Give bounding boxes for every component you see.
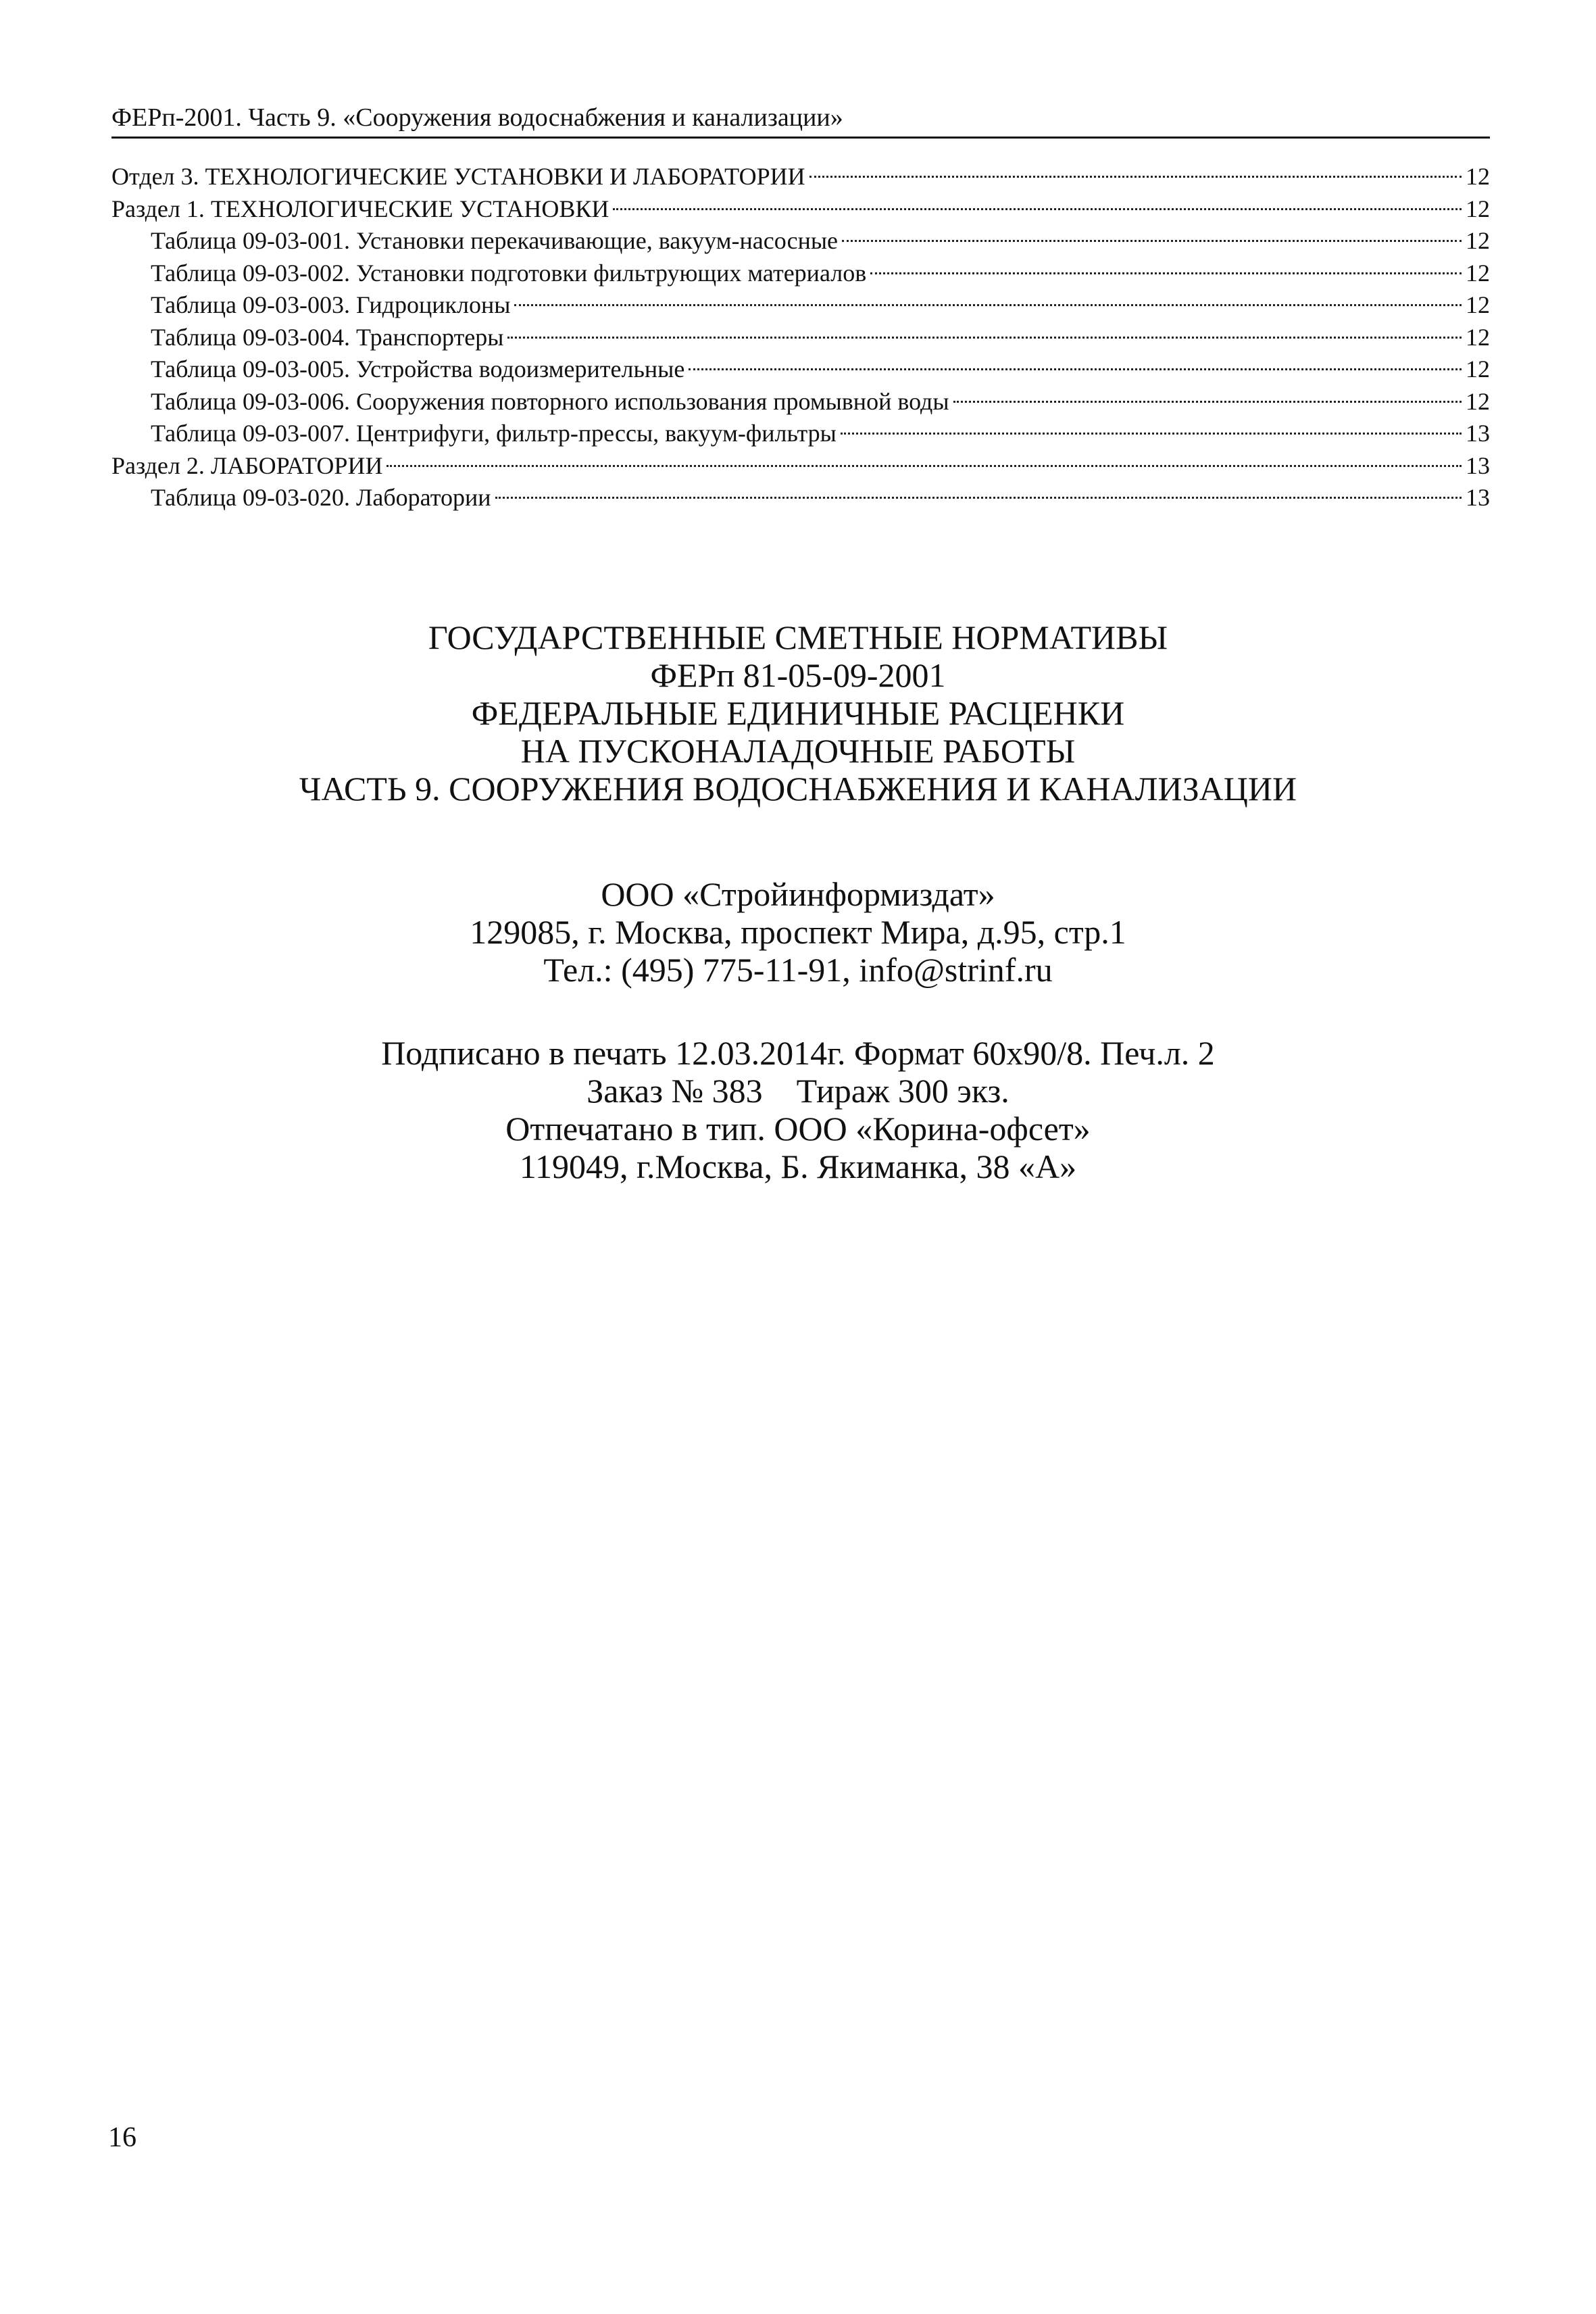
publisher-contacts: Тел.: (495) 775-11-91, info@strinf.ru <box>543 951 1053 989</box>
toc-entry-page: 12 <box>1466 291 1490 318</box>
toc-entry[interactable] <box>111 161 1490 193</box>
toc-entry-page: 13 <box>1466 484 1490 511</box>
title-line: ГОСУДАРСТВЕННЫЕ СМЕТНЫЕ НОРМАТИВЫ <box>428 618 1168 656</box>
toc-entry-page: 12 <box>1466 323 1490 351</box>
toc-entry-page: 12 <box>1466 259 1490 287</box>
title-line: ФЕРп 81-05-09-2001 <box>650 656 946 694</box>
toc-entry-label: Таблица 09-03-002. Установки подготовки фильтрующих материалов <box>151 259 867 287</box>
toc-entry[interactable] <box>111 386 1490 418</box>
title-line: НА ПУСКОНАЛАДОЧНЫЕ РАБОТЫ <box>520 732 1076 770</box>
toc-entry[interactable] <box>111 289 1490 322</box>
toc-entry[interactable] <box>111 353 1490 386</box>
toc-entry-label: Таблица 09-03-004. Транспортеры <box>151 323 504 351</box>
toc-entry-label: Таблица 09-03-005. Устройства водоизмерительные <box>151 355 685 383</box>
toc-dot-leader <box>842 239 1462 242</box>
imprint-info <box>0 1034 1596 1185</box>
publisher-info <box>0 875 1596 989</box>
toc-dot-leader <box>689 368 1462 370</box>
toc-entry-label: Таблица 09-03-003. Гидроциклоны <box>151 291 511 318</box>
page-number: 16 <box>108 2122 136 2153</box>
title-line: ФЕДЕРАЛЬНЫЕ ЕДИНИЧНЫЕ РАСЦЕНКИ <box>471 694 1125 732</box>
toc-dot-leader <box>870 272 1462 274</box>
toc-entry-page: 12 <box>1466 163 1490 190</box>
toc-entry-label: Отдел 3. ТЕХНОЛОГИЧЕСКИЕ УСТАНОВКИ И ЛАБОРАТОРИИ <box>111 163 805 190</box>
toc-entry[interactable] <box>111 225 1490 257</box>
imprint-printed-by: Отпечатано в тип. ООО «Корина-офсет» <box>505 1110 1091 1148</box>
toc-dot-leader <box>809 175 1462 178</box>
imprint-printer-address: 119049, г.Москва, Б. Якиманка, 38 «А» <box>519 1148 1077 1185</box>
table-of-contents <box>111 161 1490 514</box>
toc-dot-leader <box>495 496 1462 499</box>
title-line: ЧАСТЬ 9. СООРУЖЕНИЯ ВОДОСНАБЖЕНИЯ И КАНАЛИЗАЦИИ <box>299 770 1297 808</box>
toc-entry[interactable] <box>111 193 1490 226</box>
toc-dot-leader <box>613 207 1462 210</box>
toc-entry-page: 12 <box>1466 355 1490 383</box>
toc-dot-leader <box>953 400 1462 403</box>
toc-entry-page: 13 <box>1466 420 1490 447</box>
imprint-signed: Подписано в печать 12.03.2014г. Формат 60x90/8. Печ.л. 2 <box>381 1034 1215 1072</box>
toc-entry-label: Таблица 09-03-007. Центрифуги, фильтр-прессы, вакуум-фильтры <box>151 420 837 447</box>
toc-entry-page: 12 <box>1466 387 1490 415</box>
toc-entry-label: Раздел 1. ТЕХНОЛОГИЧЕСКИЕ УСТАНОВКИ <box>111 195 609 222</box>
toc-entry[interactable] <box>111 418 1490 450</box>
publisher-name: ООО «Стройинформиздат» <box>601 875 995 913</box>
toc-entry[interactable] <box>111 322 1490 354</box>
toc-entry-label: Таблица 09-03-006. Сооружения повторного использования промывной воды <box>151 387 949 415</box>
toc-entry-label: Таблица 09-03-001. Установки перекачивающие, вакуум-насосные <box>151 227 838 254</box>
running-header: ФЕРп-2001. Часть 9. «Сооружения водоснабжения и канализации» <box>111 101 1490 139</box>
imprint-order: Заказ № 383 Тираж 300 экз. <box>587 1072 1009 1110</box>
toc-dot-leader <box>386 464 1462 467</box>
document-title-block <box>0 618 1596 808</box>
toc-entry-page: 13 <box>1466 451 1490 479</box>
toc-entry[interactable] <box>111 257 1490 290</box>
toc-entry-page: 12 <box>1466 227 1490 254</box>
toc-entry-label: Таблица 09-03-020. Лаборатории <box>151 484 491 511</box>
publisher-address: 129085, г. Москва, проспект Мира, д.95, стр.1 <box>470 913 1126 951</box>
toc-entry[interactable] <box>111 482 1490 514</box>
toc-dot-leader <box>507 336 1462 339</box>
toc-entry[interactable] <box>111 450 1490 483</box>
toc-entry-label: Раздел 2. ЛАБОРАТОРИИ <box>111 451 383 479</box>
toc-entry-page: 12 <box>1466 195 1490 222</box>
toc-dot-leader <box>841 432 1462 435</box>
toc-dot-leader <box>514 303 1462 306</box>
